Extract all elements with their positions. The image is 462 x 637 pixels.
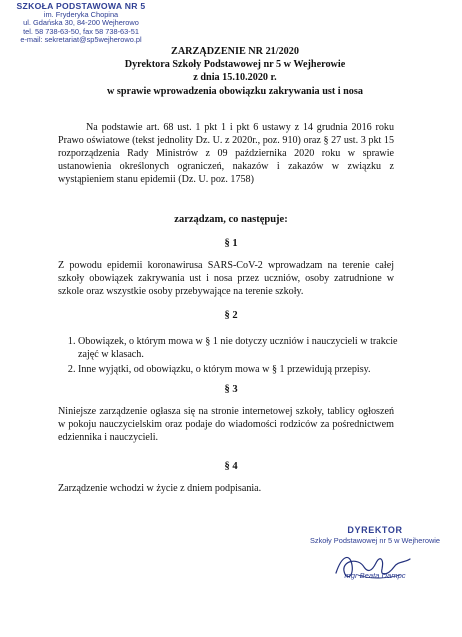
signature-title: DYREKTOR	[347, 525, 403, 535]
document-title: ZARZĄDZENIE NR 21/2020	[171, 46, 299, 57]
stamp-line: ul. Gdańska 30, 84-200 Wejherowo	[23, 18, 139, 28]
list-item: 1. Obowiązek, o którym mowa w § 1 nie dotyczy uczniów i nauczycieli w trakcie zajęć w klasach.	[78, 336, 408, 362]
section-4-header: § 4	[224, 461, 238, 472]
document-issuer: Dyrektora Szkoły Podstawowej nr 5 w Wejherowie	[124, 59, 346, 70]
document-subject: w sprawie wprowadzenia obowiązku zakrywania ust i nosa	[107, 86, 363, 97]
stamp-line: tel. 58 738-63-50, fax 58 738-63-51	[23, 26, 139, 36]
section-4-text: Zarządzenie wchodzi w życie z dniem podpisania.	[58, 483, 262, 494]
section-3-header: § 3	[224, 384, 238, 395]
signature-subtitle: Szkoły Podstawowej nr 5 w Wejherowie	[309, 536, 441, 545]
list-item: 2. Inne wyjątki, od obowiązku, o którym mowa w § 1 przewidują przepisy.	[78, 364, 408, 377]
stamp-line: e-mail: sekretariat@sp5wejherowo.pl	[20, 35, 142, 45]
stamp-title: SZKOŁA PODSTAWOWA NR 5	[16, 1, 146, 11]
signature-stamp	[300, 525, 450, 615]
section-1-text: Z powodu epidemii koronawirusa SARS-CoV-2 wprowadzam na terenie całej szkoły obowiązek zakrywania ust i nosa przez uczniów, osoby zatrudnione w szkole oraz wszystkie osoby przebywające na terenie szkoły.	[58, 260, 394, 297]
document-date: z dnia 15.10.2020 r.	[193, 72, 277, 83]
school-stamp	[6, 2, 156, 45]
signature-name: mgr Beata Dampc	[344, 571, 406, 580]
decree-line: zarządzam, co następuje:	[174, 214, 288, 225]
section-2-list	[60, 336, 408, 379]
legal-basis-paragraph: Na podstawie art. 68 ust. 1 pkt 1 i pkt 6 ustawy z 14 grudnia 2016 roku Prawo oświatowe (tekst jednolity Dz. U. z 2020r., poz. 910) oraz § 27 ust. 3 pkt 15 rozporządzenia Rady Ministrów z 09 października 2020 roku w sprawie ustanowienia określonych ograniczeń, nakazów i zakazów w związku z wystąpieniem stanu epidemii (Dz. U. poz. 1758)	[58, 122, 394, 185]
section-3-text: Niniejsze zarządzenie ogłasza się na stronie internetowej szkoły, tablicy ogłoszeń w pokoju nauczycielskim oraz podaje do wiadomości rodziców za pośrednictwem edziennika i nauczycieli.	[58, 406, 394, 443]
stamp-line: im. Fryderyka Chopina	[43, 9, 119, 19]
section-1-header: § 1	[224, 238, 238, 249]
handwritten-signature	[328, 545, 418, 585]
section-2-header: § 2	[224, 310, 238, 321]
